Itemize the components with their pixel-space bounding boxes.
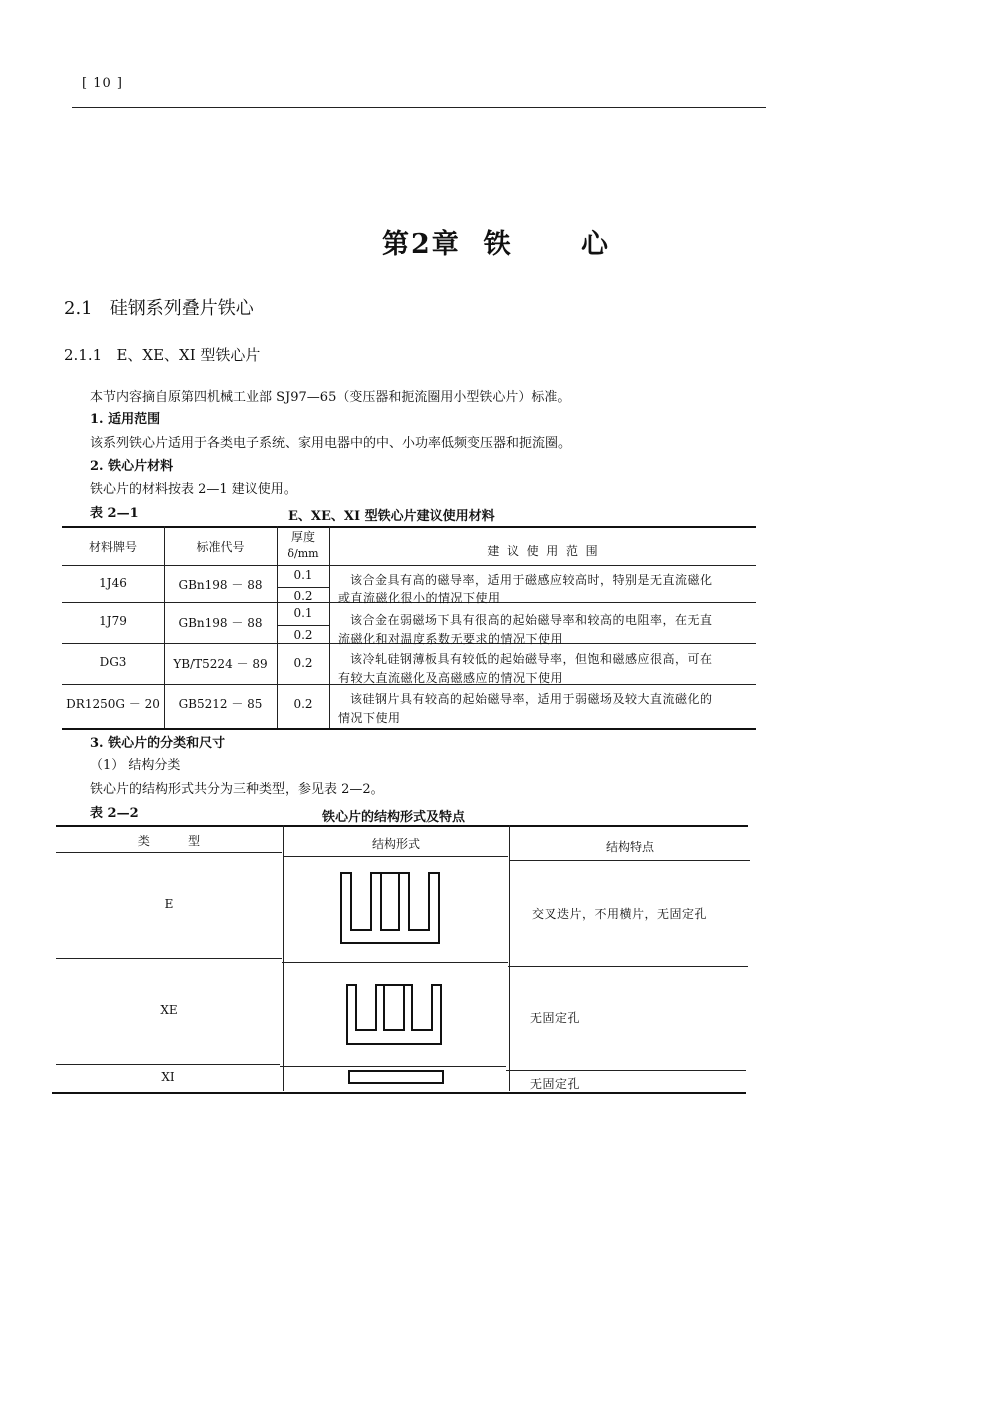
table1-cell-thickness: 0.1 [293,568,313,582]
table1-header-usage: 建 议 使 用 范 围 [487,544,598,558]
table1-cell-usage: 流磁化和对温度系数无要求的情况下使用 [338,632,564,646]
table1-cell-thickness: 0.2 [293,656,313,670]
subsection-title: 2.1.1 E、XE、XI 型铁心片 [64,346,261,364]
table2-cell-type: XE [160,1003,178,1017]
table2-cell-feature: 无固定孔 [530,1011,581,1025]
structure-paragraph: 铁心片的结构形式共分为三种类型，参见表 2—2。 [90,782,384,797]
table1-cell-material: 1J46 [99,576,127,590]
table2-col-rule [283,825,284,1091]
table1-cell-thickness: 0.2 [293,628,313,642]
table2-row-rule [280,1066,506,1067]
heading-material: 2. 铁心片材料 [90,459,174,474]
table1-cell-usage: 该硅钢片具有较高的起始磁导率，适用于弱磁场及较大直流磁化的 [350,692,713,706]
table2-cell-type: XI [161,1070,175,1084]
table1-thickness-split [277,625,329,626]
table1-cell-usage: 该冷轧硅钢薄板具有较低的起始磁导率，但饱和磁感应很高，可在 [350,652,713,666]
table1-header-standard: 标准代号 [196,540,245,554]
table1-cell-thickness: 0.1 [293,606,313,620]
table1-label: 表 2—1 [90,506,139,521]
table1-cell-usage: 或直流磁化很小的情况下使用 [338,591,501,605]
table2-top-rule [56,825,748,827]
scope-paragraph: 该系列铁心片适用于各类电子系统、家用电器中的中、小功率低频变压器和扼流圈。 [90,436,572,451]
table1-header-material: 材料牌号 [88,540,137,554]
page-number: [ 10 ] [82,76,123,91]
table1-title: E、XE、XI 型铁心片建议使用材料 [288,509,495,524]
table1-cell-material: 1J79 [99,614,127,628]
material-paragraph: 铁心片的材料按表 2—1 建议使用。 [90,482,297,497]
table2-header-form: 结构形式 [371,837,420,851]
table1-cell-usage: 该合金具有高的磁导率，适用于磁感应较高时，特别是无直流磁化 [350,573,713,587]
table1-cell-usage: 该合金在弱磁场下具有很高的起始磁导率和较高的电阻率，在无直 [350,613,713,627]
table2-header-rule [510,860,750,861]
e-lamination-shape [340,872,440,944]
table2-row-rule [56,958,282,959]
table1-cell-material: DG3 [99,655,127,669]
table1-cell-thickness: 0.2 [293,697,313,711]
table2-row-rule [56,1064,280,1065]
table2-title: 铁心片的结构形式及特点 [322,810,466,825]
table2-col-rule [509,825,510,1091]
table1-header-rule [62,565,756,566]
table1-cell-standard: GB5212 － 85 [178,697,263,711]
heading-scope: 1. 适用范围 [90,412,161,427]
table1-cell-usage: 情况下使用 [338,711,401,725]
table2-header-feature: 结构特点 [605,840,654,854]
chapter-title: 第2章 铁 心 [382,229,610,260]
table1-cell-standard: YB/T5224 － 89 [173,657,268,671]
xi-lamination-shape [348,1070,444,1084]
table1-header-thickness: 厚度 [290,530,315,544]
section-title: 2.1 硅钢系列叠片铁心 [64,298,254,319]
heading-classification: 3. 铁心片的分类和尺寸 [90,736,226,751]
table1-header-thickness-unit: δ/mm [287,547,319,560]
table2-row-rule [508,966,748,967]
table1-cell-usage: 有较大直流磁化及高磁感应的情况下使用 [338,671,564,685]
table2-cell-feature: 交叉迭片，不用横片，无固定孔 [532,907,708,921]
table1-bottom-rule [62,728,756,730]
table1-cell-standard: GBn198 － 88 [178,616,263,630]
heading-structure: （1） 结构分类 [90,758,181,773]
table2-label: 表 2—2 [90,806,139,821]
table1-top-rule [62,526,756,528]
table2-cell-feature: 无固定孔 [530,1077,581,1091]
table2-row-rule [506,1070,746,1071]
table2-cell-type: E [164,897,174,911]
table2-header-type: 类 型 [137,834,201,848]
table2-row-rule [282,962,508,963]
table2-bottom-rule [52,1092,746,1094]
table1-cell-material: DR1250G － 20 [66,697,160,711]
table2-header-rule [284,856,508,857]
header-rule [72,107,766,108]
table1-thickness-split [277,587,329,588]
table1-cell-standard: GBn198 － 88 [178,578,263,592]
xe-lamination-shape [346,982,442,1046]
table1-cell-thickness: 0.2 [293,589,313,603]
table2-header-rule [56,852,282,853]
intro-paragraph: 本节内容摘自原第四机械工业部 SJ97—65（变压器和扼流圈用小型铁心片）标准。 [90,390,571,405]
